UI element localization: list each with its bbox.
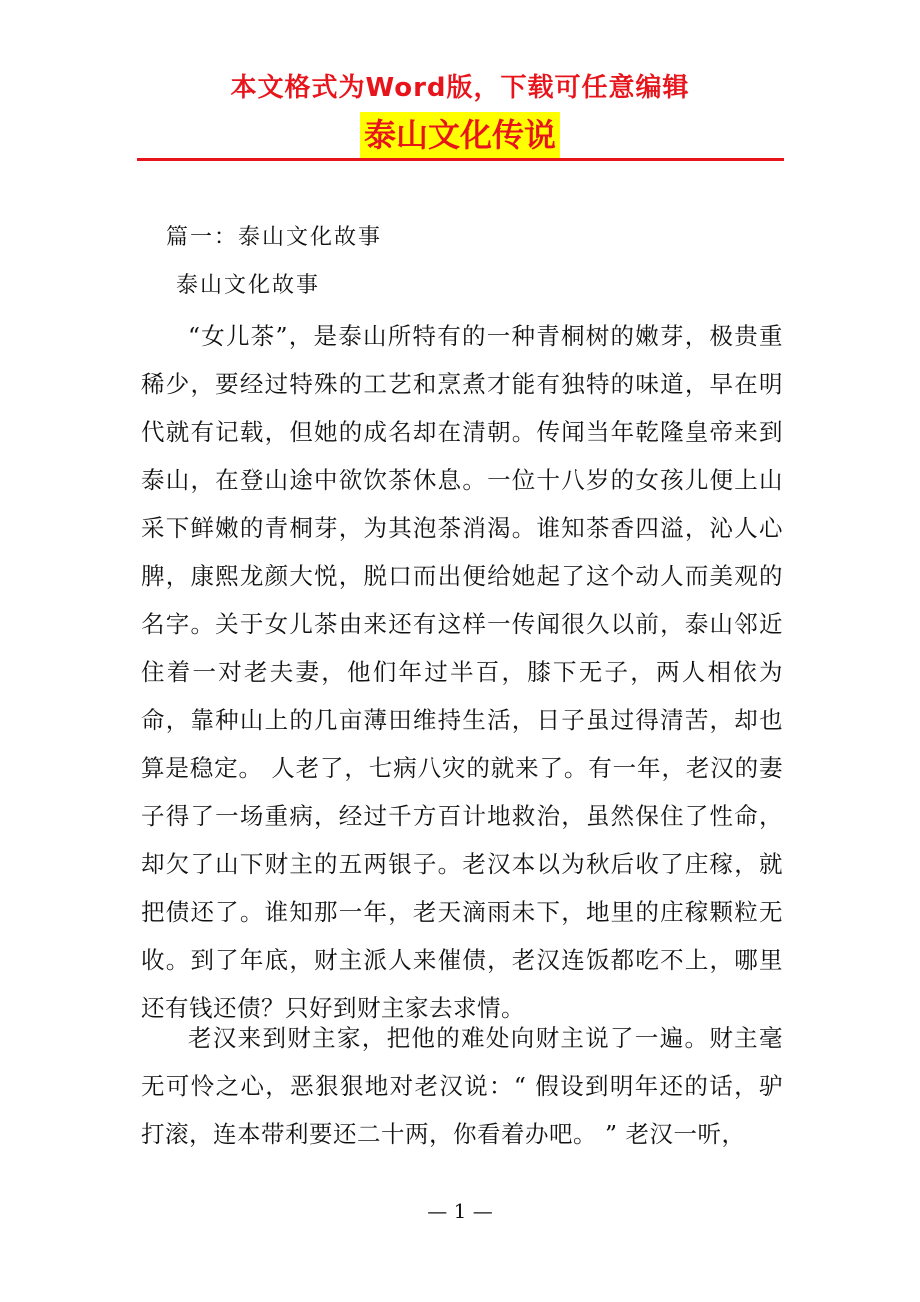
title-container (0, 112, 920, 158)
format-notice-banner: 本文格式为Word版，下载可任意编辑 (230, 73, 690, 103)
document-title: 泰山文化传说 (360, 112, 560, 158)
body-paragraph: “女儿茶”，是泰山所特有的一种青桐树的嫩芽，极贵重稀少，要经过特殊的工艺和烹煮才能有独特的味道，早在明代就有记载，但她的成名却在清朝。传闻当年乾隆皇帝来到泰山，在登山途中欲饮茶休息。一位十八岁的女孩儿便上山采下鲜嫩的青桐芽，为其泡茶消渴。谁知茶香四溢，沁人心脾，康熙龙颜大悦，脱口而出便给她起了这个动人而美观的名字。关于女儿茶由来还有这样一传闻很久以前，泰山邻近住着一对老夫妻，他们年过半百，膝下无子，两人相依为命，靠种山上的几亩薄田维持生活，日子虽过得清苦，却也算是稳定。 人老了，七病八灾的就来了。有一年，老汉的妻子得了一场重病，经过千方百计地救治，虽然保住了性命，却欠了山下财主的五两银子。老汉本以为秋后收了庄稼，就把债还了。谁知那一年，老天滴雨未下，地里的庄稼颗粒无收。到了年底，财主派人来催债，老汉连饭都吃不上，哪里还有钱还债？只好到财主家去求情。 (141, 322, 783, 1022)
article-title: 泰山文化故事 (176, 273, 321, 298)
section-heading: 篇一：泰山文化故事 (166, 225, 383, 250)
title-divider (137, 158, 784, 161)
page-number: — 1 — (427, 1199, 493, 1223)
body-paragraph: 老汉来到财主家，把他的难处向财主说了一遍。财主毫无可怜之心，恶狠狠地对老汉说：“ 假设到明年还的话，驴打滚，连本带利要还二十两，你看着办吧。 ” 老汉一听， (141, 1024, 783, 1148)
